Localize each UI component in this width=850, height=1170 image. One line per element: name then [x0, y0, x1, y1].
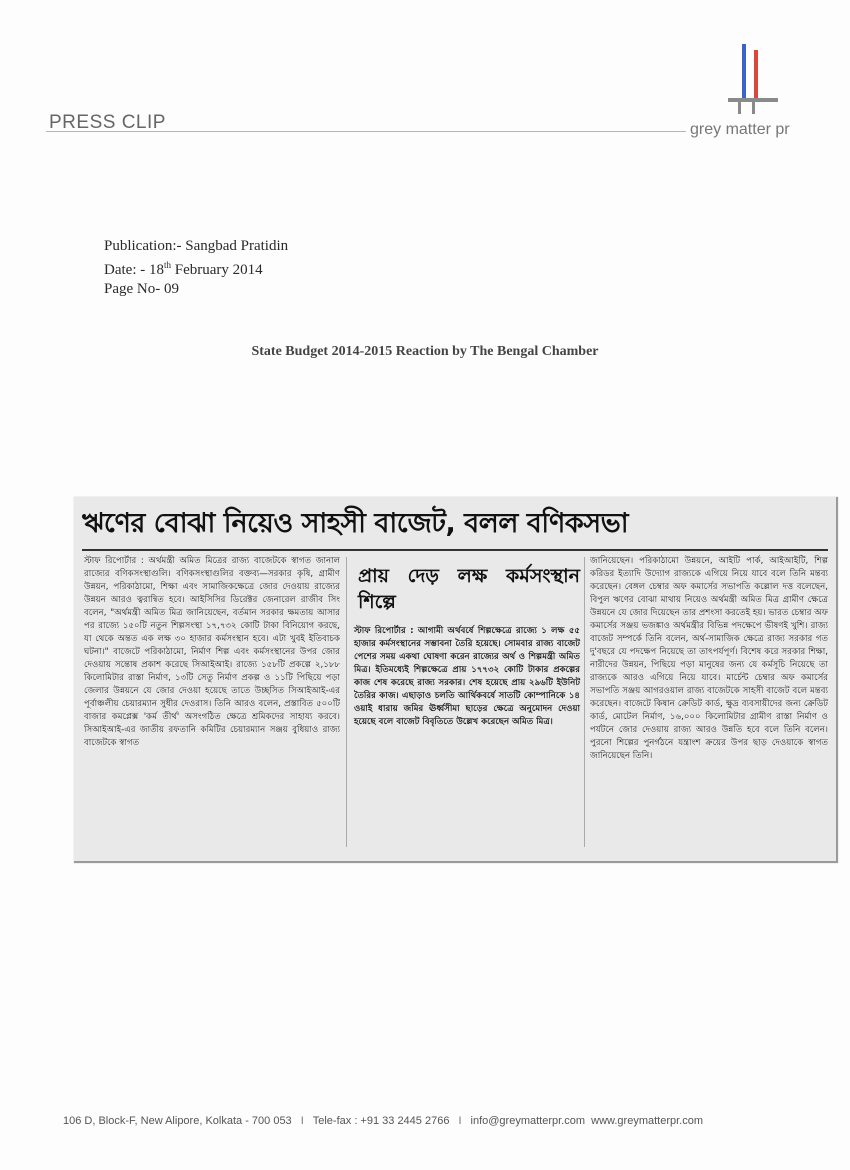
date-suffix-ordinal: th — [163, 260, 171, 270]
logo-stem-grey — [738, 102, 741, 114]
column-divider — [346, 557, 347, 847]
clipping-subheadline: প্রায় দেড় লক্ষ কর্মসংস্থান শিল্পে — [358, 565, 580, 613]
date-prefix: Date: - 18 — [104, 262, 164, 278]
press-clip-label: PRESS CLIP — [49, 112, 166, 133]
publication-info — [104, 237, 288, 299]
column-divider — [584, 557, 585, 847]
logo-bar-red — [754, 50, 758, 102]
header-divider — [46, 131, 686, 132]
grey-matter-logo-icon — [724, 42, 784, 117]
footer-contact — [63, 1115, 703, 1127]
logo-bar-grey — [728, 98, 778, 102]
headline-rule — [82, 549, 828, 551]
footer-divider: I — [458, 1115, 462, 1127]
footer-address: 106 D, Block-F, New Alipore, Kolkata - 700 053 — [63, 1115, 292, 1127]
clipping-headline: ঋণের বোঝা নিয়েও সাহসী বাজেট, বলল বণিকসভা — [82, 508, 629, 539]
logo-bar-blue — [742, 44, 746, 102]
brand-name: grey matter pr — [690, 121, 790, 138]
clipping-column-1: স্টাফ রিপোর্টার : অর্থমন্ত্রী অমিত মিত্রের রাজ্য বাজেটকে স্বাগত জানাল রাজ্যের বণিকসংস্থাগুলি। বণিকসংস্থাগুলির বক্তব্য—সরকার কৃষি, গ্রামীণ উন্নয়ন, পরিকাঠামো, শিক্ষা এবং সামাজিকক্ষেত্রে জোর দেওয়ায় রাজ্যের উন্নয়ন আরও ত্বরান্বিত হবে। আইসিসির ডিরেক্টর জেনারেল রাজীব সিং বলেন, "অর্থমন্ত্রী অমিত মিত্র জানিয়েছেন, বর্তমান সরকার ক্ষমতায় আসার পর রাজ্যে ১৫০টি নতুন শিল্পসংস্থা ১৭,৭৩২ কোটি টাকা বিনিয়োগ করছে, যা থেকে অন্তত এক লক্ষ ৩০ হাজার কর্মসংস্থান হবে। এটা খুবই ইতিবাচক ঘটনা।" বাজেটে পরিকাঠামো, নির্মাণ শিল্প এবং কর্মসংস্থানের উপর জোর দেওয়ায় সন্তোষ প্রকাশ করেছে সিআইআই। রাজ্যে ১৫৮টি প্রকল্পে ২,১৮৮ কিলোমিটার রাস্তা নির্মাণ, ১৩টি সেতু নির্মাণ প্রকল্প ও ১১টি পিছিয়ে পড়া জেলার উন্নয়নে যে জোর দেওয়া হয়েছে তাতে উচ্ছসিত সিআইআই-এর পূর্বাঞ্চলীয় চেয়ারম্যান সুধীর দেওরাস। তিনি আরও বলেন, প্রস্তাবিত ৫০০টি বাজার কমপ্লেক্স 'কর্ম তীর্থ' অসংগঠিত ক্ষেত্রে শ্রমিকদের সাহায্য করবে। সিআইআই-এর জাতীয় রফতানি কমিটির চেয়ারম্যান সঞ্জয় বুধিয়াও রাজ্য বাজেটকে স্বাগত — [84, 556, 340, 748]
clipping-column-2 — [354, 555, 580, 855]
footer-telefax: Tele-fax : +91 33 2445 2766 — [312, 1115, 450, 1127]
footer-email[interactable]: info@greymatterpr.com — [470, 1115, 586, 1127]
clipping-column-2-body: স্টাফ রিপোর্টার : আগামী অর্থবর্ষে শিল্পক্ষেত্রে রাজ্যে ১ লক্ষ ৫৫ হাজার কর্মসংস্থানের সম্ভাবনা তৈরি হয়েছে। সোমবার রাজ্য বাজেট পেশের সময় একথা ঘোষণা করেন রাজ্যের অর্থ ও শিল্পমন্ত্রী অমিত মিত্র। ইতিমধ্যেই শিল্পক্ষেত্রে প্রায় ১৭৭৩২ কোটি টাকার প্রকল্পের কাজ শেষ করেছে রাজ্য সরকার। শেষ হয়েছে প্রায় ২৯৬টি ইউনিট তৈরির কাজ। এছাড়াও চলতি আর্থিকবর্ষে সাতটি কোম্পানিকে ১৪ ওয়াই ধারায় জমির ঊর্ধ্বসীমা ছাড়ের ক্ষেত্রে অনুমোদন দেওয়া হয়েছে বলে বাজেট বিবৃতিতে উল্লেখ করেছেন অমিত মিত্র। — [354, 626, 580, 727]
article-title: State Budget 2014-2015 Reaction by The Bengal Chamber — [251, 344, 599, 359]
footer-divider: I — [300, 1115, 304, 1127]
publication-name: Publication:- Sangbad Pratidin — [104, 238, 289, 254]
newspaper-clipping — [74, 497, 838, 863]
date-month-year: February 2014 — [171, 262, 263, 278]
logo-stem-grey-2 — [752, 102, 755, 114]
clipping-column-3: জানিয়েছেন। পরিকাঠামো উন্নয়নে, আইটি পার্ক, আইআইটি, শিল্প করিডর ইত্যাদি উদ্যোগ রাজ্যকে এগিয়ে নিয়ে যাবে বলে তিনি মন্তব্য করেছেন। বেঙ্গল চেম্বার অফ কমার্সের সভাপতি কল্লোল দত্ত বলেছেন, বিপুল ঋণের বোঝা মাথায় নিয়েও অর্থমন্ত্রী অমিত মিত্র গ্রামীণ ক্ষেত্রে উন্নয়নে যে জোর দিয়েছেন তার প্রশংসা করতেই হয়। ভারত চেম্বার অফ কমার্সের সঞ্জয় ভজঙ্কাও অর্থমন্ত্রীর বিভিন্ন পদক্ষেপে ভীষণই খুশি। রাজ্য বাজেট সম্পর্কে তিনি বলেন, অর্থ-সামাজিক ক্ষেত্রে রাজ্য সরকার গত দু'বছরে যে পদক্ষেপ নিয়েছে তা তাৎপর্যপূর্ণ। বিশেষ করে সরকার শিক্ষা, নারীদের উন্নয়ন, পিছিয়ে পড়া মানুষের জন্য যে কর্মসূচি নিয়েছে তা রাজ্যকে আরও এগিয়ে নিয়ে যাবে। মার্চেন্ট চেম্বার অফ কমার্সের সভাপতি সঞ্জয় আগরওয়াল রাজ্য বাজেটকে সাহসী বাজেট বলে মন্তব্য করেছেন। বাজেটে কিষান ক্রেডিট কার্ড, ক্ষুদ্র ব্যবসায়ীদের জন্য ক্রেডিট কার্ড, মোটেল নির্মাণ, ১৬,০০০ কিলোমিটার গ্রামীণ রাস্তা নির্মাণ ও পর্যটনে জোর দেওয়ায় রাজ্য আরও উন্নতি হবে বলে তিনি বলেন। পুরনো শিল্পের পুনর্গঠনে যন্ত্রাংশ ক্রয়ের উপর ছাড় দেওয়াকে স্বাগত জানিয়েছেন তিনি। — [590, 556, 828, 761]
publication-page: Page No- 09 — [104, 281, 179, 297]
footer-website[interactable]: www.greymatterpr.com — [591, 1115, 704, 1127]
publication-date — [104, 256, 288, 280]
